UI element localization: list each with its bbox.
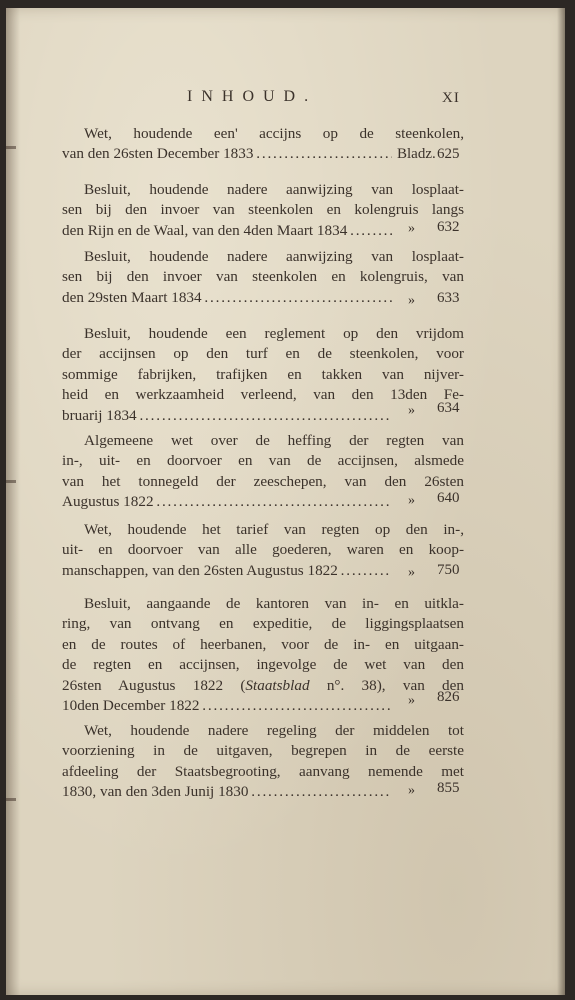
entry-page-number: 634 [437,400,460,416]
page-number: XI [442,90,460,106]
entry-line: Wet, houdende een' accijns op de steenkolen, [84,125,464,142]
toc-entry [62,594,464,716]
ditto-mark: » [408,493,415,508]
ditto-mark: » [408,403,415,418]
italic-reference: Staatsblad [245,676,310,694]
entry-line: Wet, houdende het tarief van regten op den in-, [84,521,464,538]
ditto-mark: » [408,783,415,798]
entry-line [62,561,392,581]
entry-line-text: bruarij 1834 . . . [62,406,392,426]
entry-line-text: 10den December 1822 . . . [62,696,392,716]
entry-page-number: 640 [437,490,460,506]
entry-line: afdeeling der Staatsbegrooting, aanvang nemende met [62,762,464,780]
toc-entry [62,721,464,803]
entry-line: Algemeene wet over de heffing der regten van [84,432,464,449]
entry-line: sommige fabrijken, trafijken en takken van nijver- [62,365,464,383]
entry-line: heid en werkzaamheid verleend, van den 13den Fe- [62,386,464,404]
entry-line-text: van den 26sten December 1833 . . . [62,144,392,164]
entry-line [62,696,392,716]
page-edge-shadow [557,8,565,995]
entry-page-number: 633 [437,290,460,306]
toc-entry [62,520,464,581]
ditto-mark: » [408,565,415,580]
toc-entry [62,247,464,308]
entry-line: van het tonnegeld der zeeschepen, van den 26sten [62,472,464,490]
page-title: INHOUD. [187,88,318,105]
entry-line-text: Augustus 1822 . . . [62,492,392,512]
entry-line [62,221,392,241]
ditto-mark: » [408,293,415,308]
toc-entry [62,324,464,426]
entry-page-number: 826 [437,689,460,705]
entry-page-number: 855 [437,780,460,796]
ditto-mark: » [408,221,415,236]
entry-line: Besluit, houdende nadere aanwijzing van losplaat- [84,181,464,198]
entry-line-text: den Rijn en de Waal, van den 4den Maart 1834 . . . [62,221,392,241]
entry-page-number: 625 [437,146,460,162]
entry-line: in-, uit- en doorvoer en van de accijnsen, alsmede [62,452,464,470]
entry-line: voorziening in de uitgaven, begrepen in de eerste [62,742,464,760]
entry-line: der accijnsen op den turf en de steenkolen, voor [62,345,464,363]
entry-line [62,782,392,802]
toc-entry [62,180,464,241]
entry-line: en de routes of heerbanen, voor de in- en uitgaan- [62,635,464,653]
entry-line: Besluit, houdende een reglement op den vrijdom [84,325,464,342]
entry-line [62,288,392,308]
binding-thread-mark [6,798,16,801]
ditto-mark: » [408,693,415,708]
bladz-label: Bladz. [397,146,436,162]
entry-line: sen bij den invoer van steenkolen en kolengruis langs [62,201,464,219]
entry-line: de regten en accijnsen, ingevolge de wet van den [62,656,464,674]
entry-line: uit- en doorvoer van alle goederen, waren en koop- [62,541,464,559]
entry-line: Wet, houdende nadere regeling der middelen tot [84,722,464,739]
entry-line: Besluit, houdende nadere aanwijzing van losplaat- [84,248,464,265]
binding-thread-mark [6,480,16,483]
entry-page-number: 632 [437,219,460,235]
entry-line: sen bij den invoer van steenkolen en kolengruis, van [62,268,464,286]
entry-line-text: manschappen, van den 26sten Augustus 1822 . . . [62,561,392,581]
entry-line-text: 1830, van den 3den Junij 1830 . . . [62,782,392,802]
entry-line [62,406,392,426]
entry-line [62,492,392,512]
entry-line-text: den 29sten Maart 1834 . . . [62,288,392,308]
binding-thread-mark [6,146,16,149]
toc-entry [62,431,464,513]
page-spine-shadow [6,8,20,995]
entry-line: ring, van ontvang en expeditie, de liggingsplaatsen [62,615,464,633]
entry-line: Besluit, aangaande de kantoren van in- en uitkla- [84,595,464,612]
entry-line: 26sten Augustus 1822 (Staatsblad n°. 38), van den [62,676,464,694]
entry-page-number: 750 [437,562,460,578]
entry-line [62,144,392,164]
